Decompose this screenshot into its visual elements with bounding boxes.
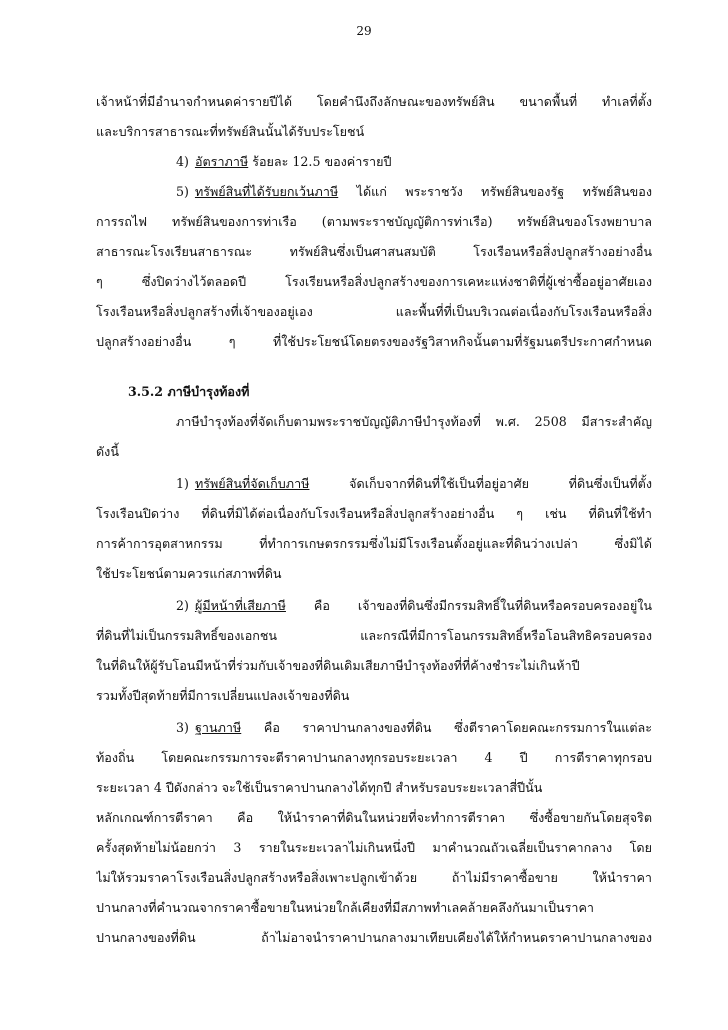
paragraph-line: ในที่ดินให้ผู้รับโอนมีหน้าที่ร่วมกับเจ้าของที่ดินเดิมเสียภาษีบำรุงท้องที่ที่ค้างชำระไม่เกินห้าปี — [96, 658, 580, 673]
list-text: คือ ราคาปานกลางของที่ดิน ซึ่งตีราคาโดยคณะกรรมการในแต่ละ — [263, 720, 652, 735]
paragraph-line: ไม่ให้รวมราคาโรงเรือนสิ่งปลูกสร้างหรือสิ่งเพาะปลูกเข้าด้วย ถ้าไม่มีราคาซื้อขาย ให้นำราคา — [96, 870, 652, 885]
paragraph-line: เจ้าหน้าที่มีอำนาจกำหนดค่ารายปีได้ โดยคำนึงถึงลักษณะของทรัพย์สิน ขนาดพื้นที่ ทำเลที่ตั้ง — [96, 94, 652, 109]
list-term: ผู้มีหน้าที่เสียภาษี — [194, 598, 286, 613]
list-text: จัดเก็บจากที่ดินที่ใช้เป็นที่อยู่อาศัย ที่ดินซึ่งเป็นที่ตั้ง — [349, 476, 652, 491]
paragraph-line: ที่ดินที่ไม่เป็นกรรมสิทธิ์ของเอกชน และกรณีที่มีการโอนกรรมสิทธิ์หรือโอนสิทธิครอบครอง — [96, 628, 652, 643]
paragraph-line: สาธารณะโรงเรียนสาธารณะ ทรัพย์สินซึ่งเป็นศาสนสมบัติ โรงเรือนหรือสิ่งปลูกสร้างอย่างอื่น — [96, 244, 652, 259]
list-number: 1) — [176, 476, 189, 491]
paragraph-line: รวมทั้งปีสุดท้ายที่มีการเปลี่ยนแปลงเจ้าของที่ดิน — [96, 688, 350, 703]
list-term: ทรัพย์สินที่จัดเก็บภาษี — [194, 476, 310, 491]
paragraph-line: โรงเรือนปิดว่าง ที่ดินที่มิได้ต่อเนื่องกับโรงเรือนหรือสิ่งปลูกสร้างอย่างอื่น ๆ เช่น ที่ดินที่ใช้ทำ — [96, 506, 652, 521]
list-term: ทรัพย์สินที่ได้รับยกเว้นภาษี — [194, 184, 339, 199]
paragraph-line: หลักเกณฑ์การตีราคา คือ ให้นำราคาที่ดินในหน่วยที่จะทำการตีราคา ซึ่งซื้อขายกันโดยสุจริต — [96, 810, 652, 825]
paragraph-line: ท้องถิ่น โดยคณะกรรมการจะตีราคาปานกลางทุกรอบระยะเวลา 4 ปี การตีราคาทุกรอบ — [96, 750, 652, 765]
list-number: 3) — [176, 720, 189, 735]
paragraph-line: ครั้งสุดท้ายไม่น้อยกว่า 3 รายในระยะเวลาไม่เกินหนึ่งปี มาคำนวณถัวเฉลี่ยเป็นราคากลาง โดย — [96, 840, 652, 855]
paragraph-line: ปลูกสร้างอย่างอื่น ๆ ที่ใช้ประโยชน์โดยตรงของรัฐวิสาหกิจนั้นตามที่รัฐมนตรีประกาศกำหนด — [96, 334, 652, 349]
paragraph-line: การรถไฟ ทรัพย์สินของการท่าเรือ (ตามพระราชบัญญัติการท่าเรือ) ทรัพย์สินของโรงพยาบาล — [96, 214, 652, 229]
paragraph-line: ปานกลางที่คำนวณจากราคาซื้อขายในหน่วยใกล้เคียงที่มีสภาพทำเลคล้ายคลึงกันมาเป็นราคา — [96, 900, 594, 915]
list-term: อัตราภาษี — [194, 154, 249, 169]
list-item-3 — [176, 718, 652, 738]
paragraph-line: ภาษีบำรุงท้องที่จัดเก็บตามพระราชบัญญัติภาษีบำรุงท้องที่ พ.ศ. 2508 มีสาระสำคัญ — [176, 414, 652, 429]
paragraph-line: ๆ ซึ่งปิดว่างไว้ตลอดปี โรงเรียนหรือสิ่งปลูกสร้างของการเคหะแห่งชาติที่ผู้เช่าซื้ออยู่อาศัยเอง — [96, 274, 652, 289]
list-text: ร้อยละ 12.5 ของค่ารายปี — [252, 154, 392, 169]
paragraph-line: และบริการสาธารณะที่ทรัพย์สินนั้นได้รับประโยชน์ — [96, 124, 365, 139]
paragraph-line: ปานกลางของที่ดิน ถ้าไม่อาจนำราคาปานกลางมาเทียบเคียงได้ให้กำหนดราคาปานกลางของ — [96, 930, 652, 945]
list-item-1 — [176, 474, 652, 494]
list-text: คือ เจ้าของที่ดินซึ่งมีกรรมสิทธิ์ในที่ดินหรือครอบครองอยู่ใน — [313, 598, 652, 613]
list-item-2 — [176, 596, 652, 616]
paragraph-line: ระยะเวลา 4 ปีดังกล่าว จะใช้เป็นราคาปานกลางได้ทุกปี สำหรับรอบระยะเวลาสี่ปีนั้น — [96, 780, 543, 795]
list-term: ฐานภาษี — [194, 720, 242, 735]
paragraph-line: การค้าการอุตสาหกรรม ที่ทำการเกษตรกรรมซึ่งไม่มีโรงเรือนตั้งอยู่และที่ดินว่างเปล่า ซึ่งมิได้ — [96, 536, 652, 551]
page-number: 29 — [356, 24, 372, 38]
section-heading: 3.5.2 ภาษีบำรุงท้องที่ — [128, 384, 250, 399]
paragraph-line: ดังนี้ — [96, 444, 119, 459]
list-number: 5) — [176, 184, 189, 199]
list-text: ได้แก่ พระราชวัง ทรัพย์สินของรัฐ ทรัพย์สินของ — [356, 184, 652, 199]
paragraph-line: ใช้ประโยชน์ตามควรแก่สภาพที่ดิน — [96, 566, 282, 581]
paragraph-line: โรงเรือนหรือสิ่งปลูกสร้างที่เจ้าของอยู่เอง และพื้นที่ที่เป็นบริเวณต่อเนื่องกับโรงเรือนหรือสิ่ง — [96, 304, 652, 319]
list-item-5 — [176, 182, 652, 202]
list-item-4 — [176, 152, 652, 172]
list-number: 2) — [176, 598, 189, 613]
list-number: 4) — [176, 154, 189, 169]
